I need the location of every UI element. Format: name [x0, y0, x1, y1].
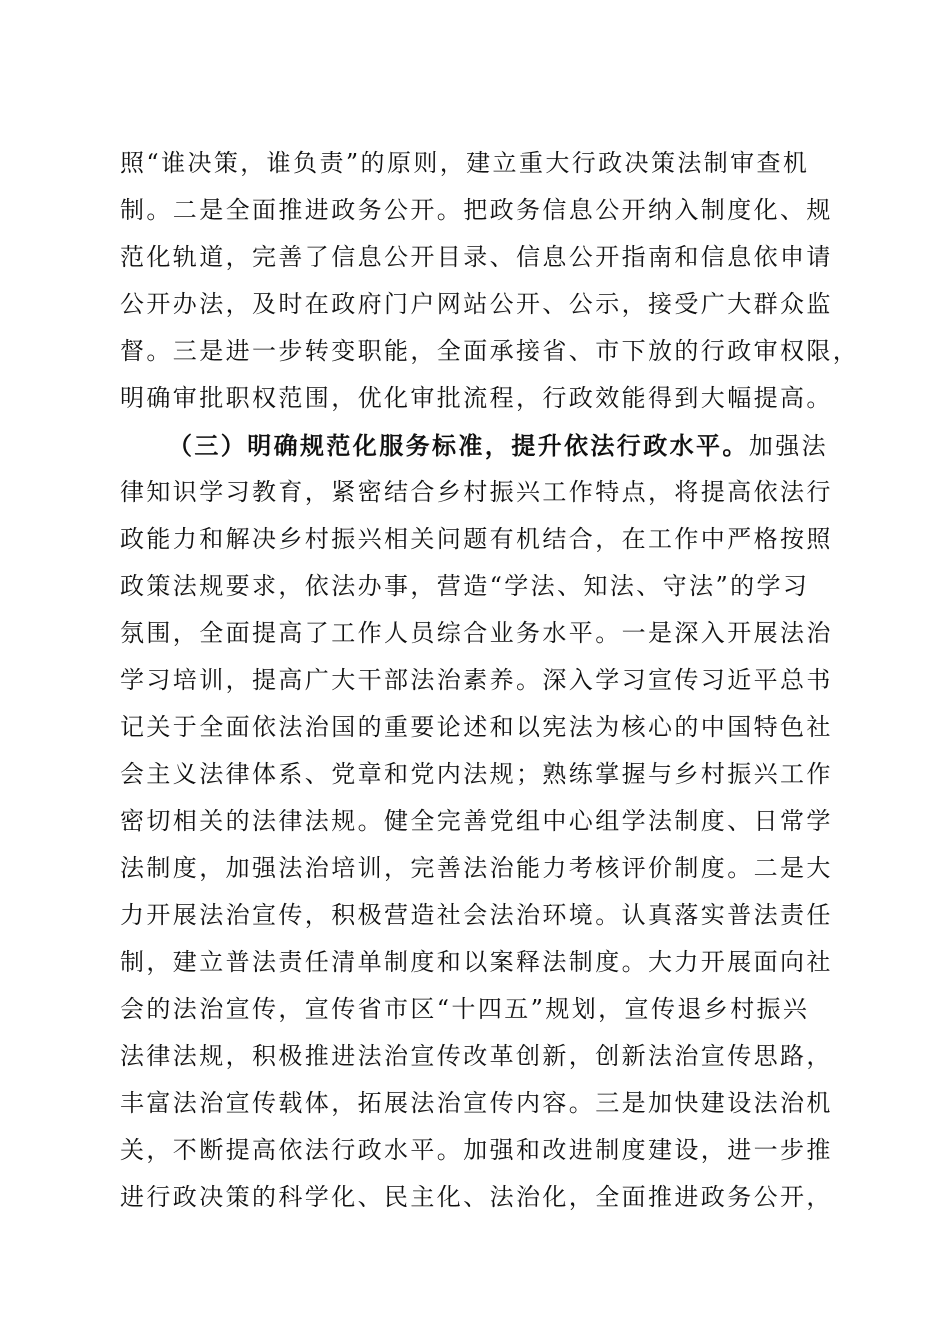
text-line: 制，建立普法责任清单制度和以案释法制度。大力开展面向社	[120, 948, 833, 976]
text-line: 律知识学习教育，紧密结合乡村振兴工作特点，将提高依法行	[120, 478, 833, 506]
text-line: 公开办法，及时在政府门户网站公开、公示，接受广大群众监	[120, 290, 833, 318]
text-line: 会的法治宣传，宣传省市区“十四五”规划，宣传退乡村振兴	[120, 995, 810, 1023]
section-heading-continuation: 加强法	[748, 432, 829, 460]
text-line: 政策法规要求，依法办事，营造“学法、知法、守法”的学习	[120, 572, 810, 600]
text-line: 丰富法治宣传载体，拓展法治宣传内容。三是加快建设法治机	[120, 1089, 833, 1117]
text-line: 进行政决策的科学化、民主化、法治化，全面推进政务公开，	[120, 1183, 833, 1211]
text-line: 政能力和解决乡村振兴相关问题有机结合，在工作中严格按照	[120, 525, 833, 553]
text-line: 会主义法律体系、党章和党内法规；熟练掌握与乡村振兴工作	[120, 760, 833, 788]
section-heading-line	[120, 422, 840, 469]
text-line: 制。二是全面推进政务公开。把政务信息公开纳入制度化、规	[120, 196, 833, 224]
text-line: 法制度，加强法治培训，完善法治能力考核评价制度。二是大	[120, 854, 833, 882]
text-line: 法律法规，积极推进法治宣传改革创新，创新法治宣传思路，	[120, 1042, 833, 1070]
text-line: 照“谁决策，谁负责”的原则，建立重大行政决策法制审查机	[120, 149, 810, 177]
text-line: 督。三是进一步转变职能，全面承接省、市下放的行政审权限，	[120, 337, 860, 365]
text-line: 学习培训，提高广大干部法治素养。深入学习宣传习近平总书	[120, 666, 833, 694]
body-text	[120, 140, 860, 1221]
text-line: 范化轨道，完善了信息公开目录、信息公开指南和信息依申请	[120, 243, 833, 271]
section-heading: （三）明确规范化服务标准，提升依法行政水平。	[168, 431, 749, 460]
text-line: 关，不断提高依法行政水平。加强和改进制度建设，进一步推	[120, 1136, 833, 1164]
text-line: 记关于全面依法治国的重要论述和以宪法为核心的中国特色社	[120, 713, 833, 741]
text-line: 明确审批职权范围，优化审批流程，行政效能得到大幅提高。	[120, 384, 833, 412]
text-line: 密切相关的法律法规。健全完善党组中心组学法制度、日常学	[120, 807, 833, 835]
text-line: 氛围，全面提高了工作人员综合业务水平。一是深入开展法治	[120, 619, 833, 647]
text-line: 力开展法治宣传，积极营造社会法治环境。认真落实普法责任	[120, 901, 833, 929]
